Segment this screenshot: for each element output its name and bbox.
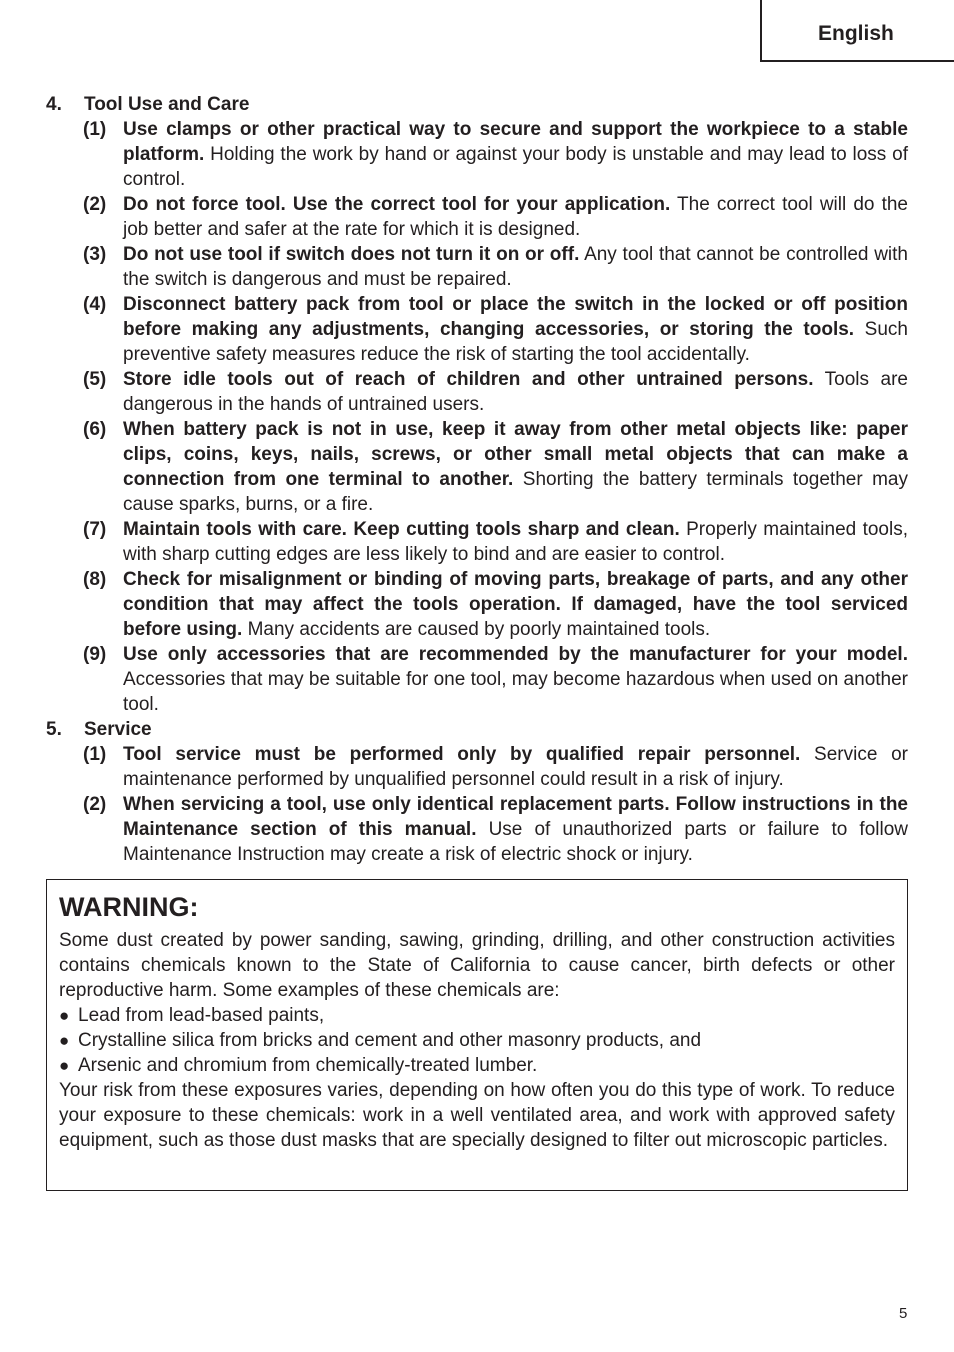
bullet-text: Crystalline silica from bricks and cement and other masonry products, and <box>78 1030 702 1051</box>
item-text: Properly maintained tools, with sharp cutting edges are less likely to bind and are easier to control. <box>123 519 908 565</box>
language-label: English <box>818 22 894 45</box>
warning-outro: Your risk from these exposures varies, depending on how often you do this type of work. To reduce your exposure to these chemicals: work in a well ventilated area, and work with approved safety equipment, such as those dust masks that are specially designed to filter out microscopic particles. <box>59 1080 895 1151</box>
item-number: (8) <box>83 569 107 590</box>
warning-title: WARNING: <box>59 892 199 922</box>
section-number: 5. <box>46 719 62 740</box>
item-bold-text: Do not use tool if switch does not turn it on or off. <box>123 244 580 265</box>
item-number: (7) <box>83 519 107 540</box>
list-item <box>46 417 908 517</box>
item-bold-text: Disconnect battery pack from tool or place the switch in the locked or off position before making any adjustments, changing accessories, or storing the tools. <box>123 294 908 340</box>
item-bold-text: Use clamps or other practical way to secure and support the workpiece to a stable platform. <box>123 119 908 165</box>
item-number: (9) <box>83 644 107 665</box>
bullet-text: Arsenic and chromium from chemically-treated lumber. <box>78 1055 538 1076</box>
section-heading-service <box>46 717 908 742</box>
item-number: (5) <box>83 369 107 390</box>
section-number: 4. <box>46 94 62 115</box>
warning-bullet <box>59 1053 895 1078</box>
bullet-icon: ● <box>59 1056 70 1075</box>
list-item <box>46 742 908 792</box>
item-text: Use of unauthorized parts or failure to follow Maintenance Instruction may create a risk of electric shock or injury. <box>123 819 909 865</box>
warning-intro: Some dust created by power sanding, sawing, grinding, drilling, and other construction activities contains chemicals known to the State of California to cause cancer, birth defects or other reproductive harm. Some examples of these chemicals are: <box>59 930 895 1001</box>
item-number: (3) <box>83 244 107 265</box>
item-number: (2) <box>83 194 107 215</box>
list-item <box>46 567 908 642</box>
item-text: Service or maintenance performed by unqualified personnel could result in a risk of injury. <box>123 744 908 790</box>
item-text: Holding the work by hand or against your body is unstable and may lead to loss of control. <box>123 144 908 190</box>
bullet-icon: ● <box>59 1006 70 1025</box>
item-text: Such preventive safety measures reduce the risk of starting the tool accidentally. <box>123 319 908 365</box>
item-text: Tools are dangerous in the hands of untrained users. <box>123 369 909 415</box>
item-bold-text: Check for misalignment or binding of moving parts, breakage of parts, and any other condition that may affect the tools operation. If damaged, have the tool serviced before using. <box>123 569 908 640</box>
bullet-icon: ● <box>59 1031 70 1050</box>
item-text: The correct tool will do the job better and safer at the rate for which it is designed. <box>123 194 908 240</box>
warning-box <box>46 879 908 1191</box>
item-text: Any tool that cannot be controlled with the switch is dangerous and must be repaired. <box>123 244 908 290</box>
section-title: Service <box>84 719 152 740</box>
item-bold-text: Store idle tools out of reach of children and other untrained persons. <box>123 369 814 390</box>
item-bold-text: Do not force tool. Use the correct tool for your application. <box>123 194 671 215</box>
item-number: (6) <box>83 419 107 440</box>
section-title: Tool Use and Care <box>84 94 250 115</box>
list-item <box>46 242 908 292</box>
section-heading-tool-use <box>46 92 908 117</box>
item-text: Many accidents are caused by poorly maintained tools. <box>242 619 711 640</box>
list-item <box>46 292 908 367</box>
list-item <box>46 367 908 417</box>
list-item <box>46 642 908 717</box>
list-item <box>46 117 908 192</box>
page-number: 5 <box>899 1305 908 1322</box>
warning-bullet <box>59 1028 895 1053</box>
item-number: (1) <box>83 744 107 765</box>
item-number: (4) <box>83 294 107 315</box>
item-text: Shorting the battery terminals together may cause sparks, burns, or a fire. <box>123 469 908 515</box>
item-bold-text: Maintain tools with care. Keep cutting tools sharp and clean. <box>123 519 680 540</box>
item-bold-text: Use only accessories that are recommended by the manufacturer for your model. <box>123 644 908 665</box>
list-item <box>46 792 908 867</box>
language-tab <box>760 0 954 62</box>
safety-instructions <box>46 92 908 867</box>
item-text: Accessories that may be suitable for one tool, may become hazardous when used on another tool. <box>123 669 908 715</box>
item-bold-text: When servicing a tool, use only identical replacement parts. Follow instructions in the Maintenance section of this manual. <box>123 794 908 840</box>
item-bold-text: When battery pack is not in use, keep it away from other metal objects like: paper clips, coins, keys, nails, screws, or other small metal objects that can make a connection from one terminal to another. <box>123 419 908 490</box>
item-number: (2) <box>83 794 107 815</box>
item-number: (1) <box>83 119 107 140</box>
list-item <box>46 517 908 567</box>
item-bold-text: Tool service must be performed only by qualified repair personnel. <box>123 744 801 765</box>
list-item <box>46 192 908 242</box>
warning-bullet <box>59 1003 895 1028</box>
bullet-text: Lead from lead-based paints, <box>78 1005 325 1026</box>
